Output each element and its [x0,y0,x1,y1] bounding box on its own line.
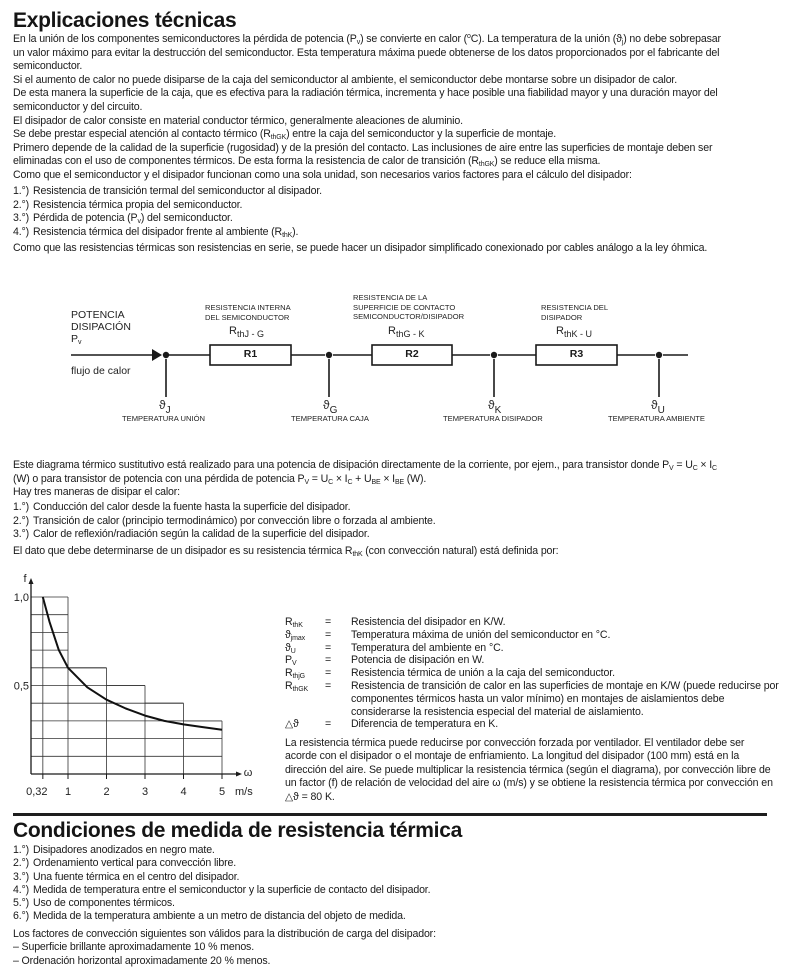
r2-symbol: $R_{thG - K}$ [388,325,425,339]
definition-row [285,680,781,718]
list-text: Uso de componentes térmicos. [33,897,175,910]
section-divider [13,813,767,816]
list-number: 2.°) [13,857,29,870]
factor-item [13,212,322,226]
equals-sign: = [325,641,332,654]
svg-text:1: 1 [64,786,72,798]
equals-sign: = [325,654,332,667]
factor-item [13,185,322,199]
chart-plot [0,568,270,808]
definition-row [285,654,781,667]
definition-intro: El dato que debe determinarse de un disipador es su resistencia térmica $R_{thK}$ (con convección natural) está definida por: [13,545,559,558]
list-number: 4.°) [13,225,29,238]
factor-item: – Superficie brillante aproximadamente 10 % menos. [13,941,254,954]
r1-symbol: $R_{thJ - G}$ [229,325,264,339]
paragraph-line: De esta manera la superficie de la caja, que es efectiva para la radiación térmica, incrementa y hace posible una fiabilidad mayor y una duración mayor del [13,87,718,100]
heat-ways-list [13,501,436,542]
definition-row [285,718,781,731]
thermal-circuit-diagram [0,285,785,430]
condition-item [13,857,430,870]
list-text: Disipadores anodizados en negro mate. [33,844,215,856]
node-label-disipador: TEMPERATURA DISIPADOR [443,414,543,423]
condition-item [13,910,430,923]
svg-text:2: 2 [103,786,110,798]
svg-text:f: f [23,573,27,585]
list-text: Calor de reflexión/radiación según la calidad de la superficie del disipador. [33,528,370,541]
definition-row [285,667,781,680]
equals-sign: = [325,679,332,692]
svg-text:0,32: 0,32 [26,786,48,798]
factors-list [13,185,322,239]
definition-text: Resistencia de transición de calor en las superficies de montaje en K/W (puede reducirse por componentes térmicos hasta un valor mínimo) en montajes de aislamientos debe considerarse la resistencia especial del material de aislamiento. [351,679,779,718]
node-label-union: TEMPERATURA UNIÓN [122,414,205,423]
list-number: 1.°) [13,501,29,513]
node-label-ambiente: TEMPERATURA AMBIENTE [608,414,705,423]
list-number: 3.°) [13,212,29,225]
series-note: Como que las resistencias térmicas son resistencias en serie, se puede hacer un disipador simplificado conexionado por cables análogo a la ley óhmica. [13,242,708,254]
paragraph-line: eliminadas con el uso de componentes térmicos. De esta forma la resistencia de calor de transición $(R_{thGK})$ se reduce ella misma. [13,155,601,169]
list-text: Pérdida de potencia $(P_v)$ del semiconductor. [33,212,233,226]
paragraph-line: Hay tres maneras de disipar el calor: [13,486,180,499]
definition-text: Temperatura del ambiente en °C. [351,641,504,654]
list-number: 3.°) [13,870,29,883]
condition-item [13,884,430,897]
node-label-caja: TEMPERATURA CAJA [291,414,369,423]
condition-item [13,871,430,884]
list-text: Transición de calor (principio termodinámico) por convección libre o forzada al ambiente. [33,514,436,527]
factor-item [13,199,322,213]
equals-sign: = [325,718,332,731]
paragraph-line: semiconductor. [13,60,83,73]
power-paragraph [13,459,717,500]
r1-label: R1 [243,348,258,360]
forced-convection-note: La resistencia térmica puede reducirse por convección forzada por ventilador. El ventilador debe ser acorde con el disipador o el montaje de enfriamiento. La longitud del disipador (100 mm) está en la dirección del aire. Se puede multiplicar la resistencia térmica (según el diagrama), por convección libre de un factor (f) de relación de velocidad del aire ω (m/s) y se obtiene la resistencia térmica por convección en △ϑ = 80 K. [285,737,773,803]
list-text: Resistencia térmica propia del semiconductor. [33,198,243,211]
r3-description: RESISTENCIA DEL DISIPADOR [541,303,609,322]
symbol-definitions [285,616,781,731]
definition-text: Temperatura máxima de unión del semiconductor en °C. [351,628,611,641]
node-theta-u: $ϑ_U$ [651,398,665,416]
list-text: Ordenamiento vertical para convección libre. [33,857,237,870]
section-title-condiciones: Condiciones de medida de resistencia térmica [13,819,462,842]
paragraph-line: Si el aumento de calor no puede disiparse de la caja del semiconductor al ambiente, el semiconductor debe montarse sobre un disipador de calor. [13,73,678,86]
paragraph-line: El disipador de calor consiste en material conductor térmico, generalmente aleaciones de aluminio. [13,114,463,127]
convection-factor-chart [0,568,270,808]
node-theta-k: $ϑ_K$ [488,398,502,416]
factors-intro: Los factores de convección siguientes son válidos para la distribución de carga del disipador: [13,928,436,940]
list-text: Medida de temperatura entre el semiconductor y la superficie de contacto del disipador. [33,883,431,896]
paragraph-line: Como que el semiconductor y el disipador funcionan como una sola unidad, son necesarios varios factores para el cálculo del disipador: [13,168,632,181]
equals-sign: = [325,616,332,628]
r1-description: RESISTENCIA INTERNA DEL SEMICONDUCTOR [205,303,291,322]
section-title-explicaciones: Explicaciones técnicas [13,9,237,32]
list-text: Resistencia de transición termal del semiconductor al disipador. [33,185,322,197]
definition-symbol: $R_{thGK}$ [285,679,309,693]
condition-item [13,844,430,857]
list-number: 4.°) [13,883,29,896]
node-theta-j: $ϑ_J$ [159,398,171,416]
paragraph-line: (W) o para transistor de potencia con una pérdida de potencia $P_V = U_C \times I_C + U_{BE} \times I_{BE}$ (W). [13,472,427,486]
heat-way-item [13,528,436,542]
definition-text: Diferencia de temperatura en K. [351,718,499,731]
definition-symbol: △ϑ [285,718,299,731]
svg-text:ω: ω [243,767,253,779]
definition-row [285,642,781,655]
paragraph-line: semiconductor y del circuito. [13,100,143,113]
equals-sign: = [325,667,332,680]
paragraph-line: Se debe prestar especial atención al contacto térmico $(R_{thGK})$ entre la caja del semiconductor y la superficie de montaje. [13,128,557,142]
r2-label: R2 [405,348,419,360]
list-number: 1.°) [13,844,29,856]
list-text: Una fuente térmica en el centro del disipador. [33,870,240,883]
list-number: 1.°) [13,185,29,197]
input-label: POTENCIA DISIPACIÓN $P_v$ [71,309,131,346]
svg-text:4: 4 [180,786,187,798]
svg-text:m/s: m/s [235,786,253,798]
node-theta-g: $ϑ_G$ [323,398,338,416]
arrow-head-icon [152,349,162,361]
svg-text:1,0: 1,0 [13,592,29,604]
r3-label: R3 [569,348,584,360]
convection-factors [13,928,436,968]
paragraph-line: En la unión de los componentes semiconductores la pérdida de potencia $(P_v)$ se convierte en calor ($^o$C). La temperatura de la unión $(ϑ_j)$ no debe sobrepasar [13,33,721,46]
list-number: 2.°) [13,514,29,527]
conditions-list [13,844,430,924]
list-text: Conducción del calor desde la fuente hasta la superficie del disipador. [33,501,351,513]
list-number: 6.°) [13,910,29,923]
list-text: Resistencia térmica del disipador frente al ambiente $(R_{thK})$. [33,225,299,239]
definition-text: Resistencia del disipador en K/W. [351,616,506,628]
definition-row [285,616,781,629]
definition-symbol: $R_{thjG}$ [285,667,306,681]
factor-item [13,226,322,240]
svg-text:0,5: 0,5 [13,680,29,693]
paragraph-line: Primero depende de la calidad de la superficie (rugosidad) y de la presión del contacto. Las inclusiones de aire entre las superficies de montaje deben ser [13,141,713,154]
paragraph-line: un valor máximo para evitar la destrucción del semiconductor. Esta temperatura máxima puede obtenerse de los datos proporcionados por el fabricante del [13,46,720,59]
list-number: 3.°) [13,528,29,541]
definition-symbol: $R_{thK}$ [285,616,303,629]
list-number: 5.°) [13,897,29,910]
heat-way-item [13,515,436,529]
heat-way-item [13,501,436,515]
paragraph-line: Este diagrama térmico sustitutivo está realizado para una potencia de disipación directamente de la corriente, por ejem., para transistor donde $P_V = U_C \times I_C$ [13,459,717,472]
list-text: Medida de la temperatura ambiente a un metro de distancia del objeto de medida. [33,910,406,923]
definition-row [285,629,781,642]
condition-item [13,897,430,910]
equals-sign: = [325,628,332,641]
svg-text:3: 3 [141,786,149,798]
definition-symbol: $ϑ_U$ [285,641,296,655]
list-number: 2.°) [13,198,29,211]
svg-text:5: 5 [218,786,226,798]
definition-symbol: $ϑ_{jmax}$ [285,628,306,642]
r2-description: RESISTENCIA DE LA SUPERFICIE DE CONTACTO SEMICONDUCTOR/DISIPADOR [353,293,465,321]
definition-text: Potencia de disipación en W. [351,654,485,667]
definition-symbol: $P_V$ [285,654,297,668]
intro-paragraphs [13,33,721,183]
definition-text: Resistencia térmica de unión a la caja del semiconductor. [351,667,615,680]
flow-label: flujo de calor [71,365,131,377]
factor-item: – Ordenación horizontal aproximadamente 20 % menos. [13,954,271,967]
r3-symbol: $R_{thK - U}$ [556,325,592,339]
